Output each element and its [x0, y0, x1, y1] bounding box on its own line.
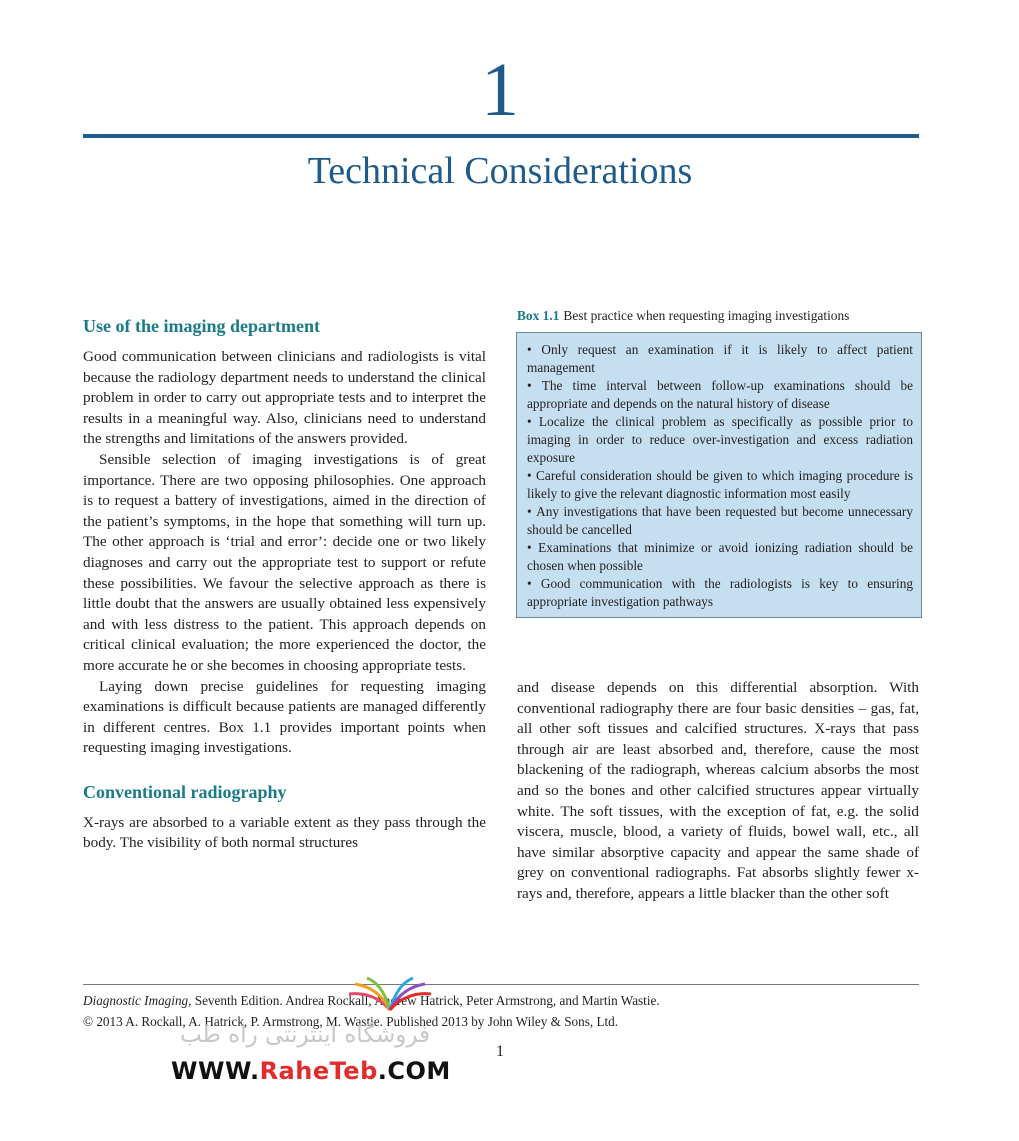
chapter-number: 1 — [481, 48, 519, 132]
watermark — [165, 974, 455, 1094]
box-list-item: • The time interval between follow-up examinations should be appropriate and depends on the natural history of disease — [527, 377, 913, 413]
best-practice-box — [516, 332, 922, 618]
box-list-item: • Good communication with the radiologists is key to ensuring appropriate investigation pathways — [527, 575, 913, 611]
left-column — [83, 313, 486, 854]
url-prefix: WWW. — [171, 1057, 260, 1085]
box-caption — [517, 306, 919, 326]
best-practice-list — [527, 341, 913, 611]
url-suffix: .COM — [377, 1057, 451, 1085]
open-book-logo-icon — [345, 976, 435, 1014]
section-heading-conventional-radiography: Conventional radiography — [83, 781, 287, 802]
box-label: Box 1.1 — [517, 308, 560, 323]
body-paragraph: X-rays are absorbed to a variable extent as they pass through the body. The visibility of both normal structures — [83, 813, 486, 852]
body-paragraph: Good communication between clinicians and radiologists is vital because the radiology department needs to understand the clinical problem in order to carry out appropriate tests and to interpret the results in a meaningful way. Also, clinicians need to understand the strengths and limitations of the answers provided. — [83, 348, 486, 448]
body-paragraph: Laying down precise guidelines for requesting imaging examinations is difficult because patients are managed differently in different centres. Box 1.1 provides important points when requesting imaging investigations. — [83, 677, 486, 757]
page-number: 1 — [496, 1043, 504, 1060]
url-brand: RaheTeb — [259, 1057, 378, 1085]
chapter-rule — [83, 134, 919, 138]
box-list-item: • Localize the clinical problem as specifically as possible prior to imaging in order to reduce over-investigation and excess radiation exposure — [527, 413, 913, 467]
watermark-url — [171, 1056, 451, 1086]
right-column — [517, 678, 919, 905]
chapter-title: Technical Considerations — [307, 150, 693, 192]
body-paragraph: Sensible selection of imaging investigations is of great importance. There are two opposing philosophies. One approach is to request a battery of investigations, aimed in the direction of the patient’s symptoms, in the hope that something will turn up. The other approach is ‘trial and error’: decide one or two likely diagnoses and carry out the appropriate test to support or refute these possibilities. We favour the selective approach as there is little doubt that the answers are usually obtained less expensively and with less distress to the patient. This approach depends on critical clinical evaluation; the more experienced the doctor, the more accurate he or she becomes in choosing appropriate tests. — [83, 450, 486, 674]
watermark-persian-text: فروشگاه اینترنتی راه طب — [179, 1022, 431, 1048]
body-paragraph: and disease depends on this differential absorption. With conventional radiography there are four basic densities – gas, fat, all other soft tissues and calcified structures. X-rays that pass through air are least absorbed and, therefore, cause the most blackening of the radiograph, whereas calcium absorbs the most and so the bones and other calcified structures appear virtually white. The soft tissues, with the exception of fat, e.g. the solid viscera, muscle, blood, a variety of fluids, bowel wall, etc., all have similar absorptive capacity and appear the same shade of grey on conventional radiographs. Fat absorbs slightly fewer x-rays and, therefore, appears a little blacker than the other soft — [517, 679, 919, 902]
box-list-item: • Any investigations that have been requested but become unnecessary should be cancelled — [527, 503, 913, 539]
citation-details: Seventh Edition. Andrea Rockall, Andrew Hatrick, Peter Armstrong, and Martin Wastie. — [191, 993, 660, 1008]
box-list-item: • Careful consideration should be given to which imaging procedure is likely to give the relevant diagnostic information most easily — [527, 467, 913, 503]
book-title: Diagnostic Imaging, — [83, 993, 192, 1008]
copyright-line: © 2013 A. Rockall, A. Hatrick, P. Armstrong, M. Wastie. Published 2013 by John Wiley & Sons, Ltd. — [83, 1014, 619, 1029]
box-caption-text: Best practice when requesting imaging investigations — [563, 308, 850, 323]
section-heading-imaging-department: Use of the imaging department — [83, 316, 320, 336]
box-list-item: • Only request an examination if it is likely to affect patient management — [527, 341, 913, 377]
box-list-item: • Examinations that minimize or avoid ionizing radiation should be chosen when possible — [527, 539, 913, 575]
